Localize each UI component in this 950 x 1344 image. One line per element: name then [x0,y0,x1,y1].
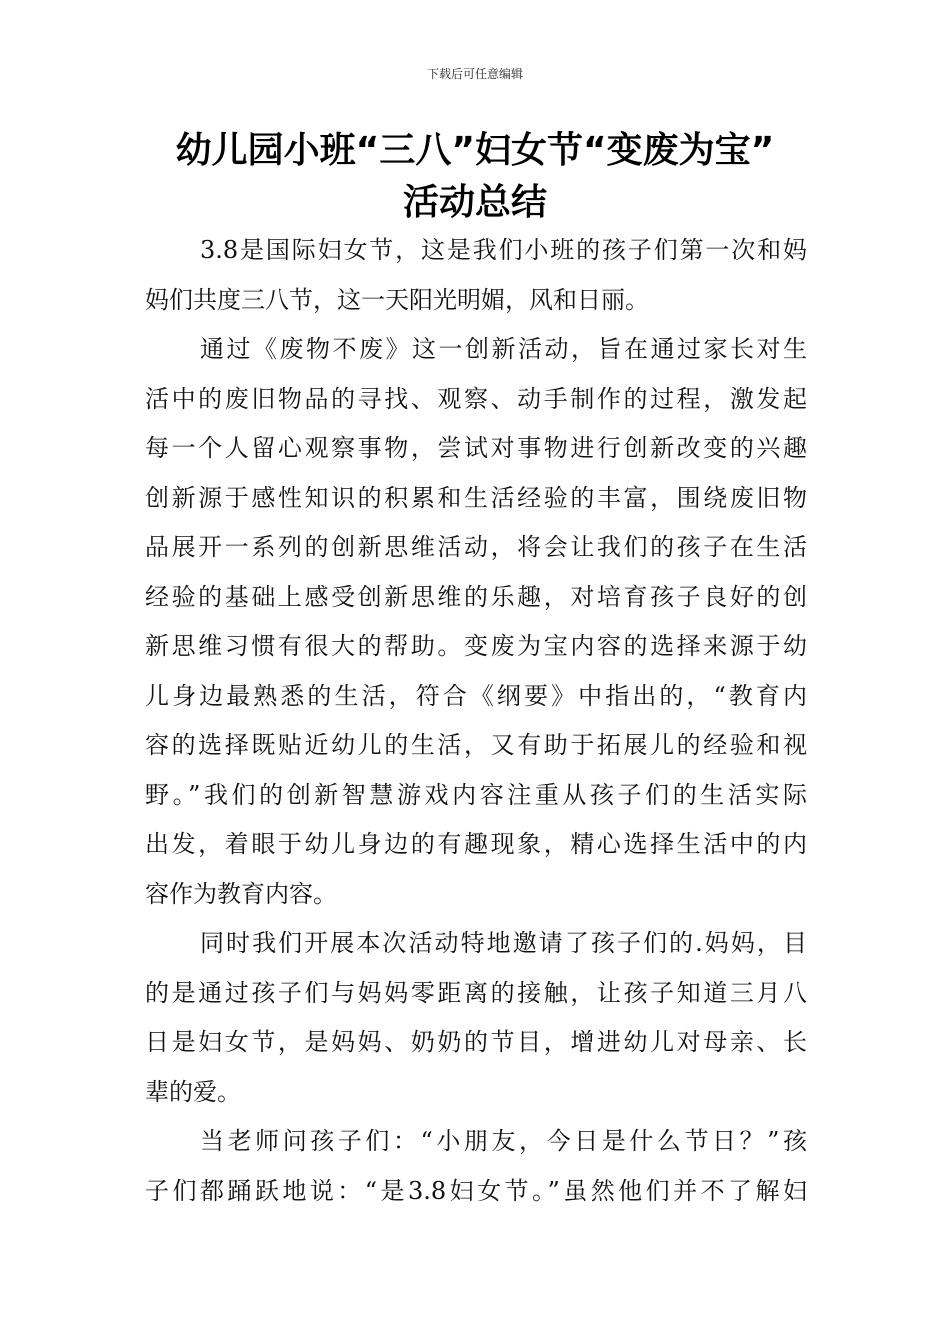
text-line: 日是妇女节，是妈妈、奶奶的节目，增进幼儿对母亲、长 [145,1028,807,1056]
text-line: 容的选择既贴近幼儿的生活，又有助于拓展儿的经验和视 [145,731,807,759]
text-line: 当老师问孩子们：“小朋友，今日是什么节日？”孩 [200,1127,807,1155]
text-line: 品展开一系列的创新思维活动，将会让我们的孩子在生活 [145,533,807,561]
text-line: 妈们共度三八节，这一天阳光明媚，风和日丽。 [145,285,649,314]
text-line: 经验的基础上感受创新思维的乐趣，对培育孩子良好的创 [145,582,807,611]
text-line: 子们都踊跃地说：“是3.8妇女节。”虽然他们并不了解妇 [145,1176,807,1205]
text-line: 出发，着眼于幼儿身边的有趣现象，精心选择生活中的内 [145,830,807,858]
text-line: 活中的废旧物品的寻找、观察、动手制作的过程，激发起 [145,384,807,413]
text-line: 的是通过孩子们与妈妈零距离的接触，让孩子知道三月八 [145,978,807,1007]
paragraph-3 [145,919,807,1117]
text-line: 每一个人留心观察事物，尝试对事物进行创新改变的兴趣 [145,434,807,462]
text-line: 辈的爱。 [145,1077,241,1106]
paragraph-4 [145,1117,807,1216]
document-title [120,125,830,229]
text-line: 儿身边最熟悉的生活，符合《纲要》中指出的，“教育内 [145,681,807,710]
paragraph-1 [145,226,807,325]
text-line: 容作为教育内容。 [145,879,337,908]
text-line: 通过《废物不废》这一创新活动，旨在通过家长对生 [200,335,807,363]
text-line: 同时我们开展本次活动特地邀请了孩子们的.妈妈，目 [200,929,807,957]
document-body [145,226,807,1216]
text-line: 3.8是国际妇女节，这是我们小班的孩子们第一次和妈 [200,236,807,264]
text-line: 新思维习惯有很大的帮助。变废为宝内容的选择来源于幼 [145,632,807,660]
text-line: 野。”我们的创新智慧游戏内容注重从孩子们的生活实际 [145,780,807,809]
paragraph-2 [145,325,807,919]
title-line-1: 幼儿园小班“三八”妇女节“变废为宝” [175,130,775,171]
header-note: 下载后可任意编辑 [426,67,523,81]
text-line: 创新源于感性知识的积累和生活经验的丰富，围绕废旧物 [145,483,807,512]
title-line-2: 活动总结 [402,182,547,223]
